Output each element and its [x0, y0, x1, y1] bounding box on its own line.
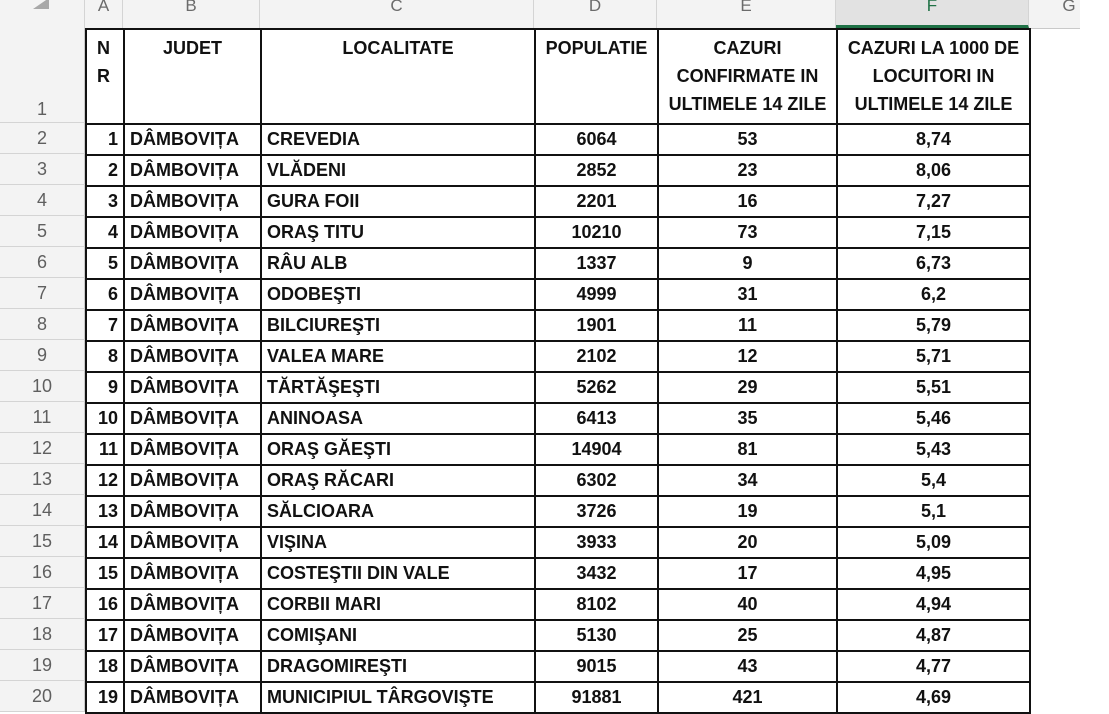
cell-rata[interactable]: 7,27 — [837, 186, 1030, 217]
table-row — [86, 310, 1030, 341]
table-row — [86, 155, 1030, 186]
cell-judet[interactable]: DÂMBOVIȚA — [124, 558, 261, 589]
column-header-g[interactable]: G — [1062, 0, 1076, 15]
table-row — [86, 403, 1030, 434]
cell-populatie[interactable]: 3432 — [535, 558, 658, 589]
row-header[interactable]: 4 — [0, 185, 85, 216]
column-header-d[interactable]: D — [534, 0, 657, 28]
cell-rata[interactable]: 5,09 — [837, 527, 1030, 558]
cell-rata[interactable]: 4,77 — [837, 651, 1030, 682]
row-header[interactable]: 7 — [0, 278, 85, 309]
select-all-triangle-icon — [33, 0, 49, 9]
cell-cazuri[interactable]: 9 — [658, 248, 837, 279]
cell-rata[interactable]: 7,15 — [837, 217, 1030, 248]
table-row — [86, 558, 1030, 589]
header-cazuri[interactable]: CAZURI CONFIRMATE IN ULTIMELE 14 ZILE — [658, 29, 837, 124]
cell-nr[interactable]: 15 — [86, 558, 124, 589]
row-header[interactable]: 1 — [0, 28, 85, 123]
cell-judet[interactable]: DÂMBOVIȚA — [124, 465, 261, 496]
cell-populatie[interactable]: 2201 — [535, 186, 658, 217]
column-header-a[interactable]: A — [85, 0, 123, 28]
row-header[interactable]: 11 — [0, 402, 85, 433]
cell-localitate[interactable]: GURA FOII — [261, 186, 535, 217]
cell-populatie[interactable]: 6064 — [535, 124, 658, 155]
cell-cazuri[interactable]: 25 — [658, 620, 837, 651]
table-row — [86, 496, 1030, 527]
cell-localitate[interactable]: VIŞINA — [261, 527, 535, 558]
cell-rata[interactable]: 6,2 — [837, 279, 1030, 310]
column-header-c[interactable]: C — [260, 0, 534, 28]
cell-nr[interactable]: 18 — [86, 651, 124, 682]
cell-cazuri[interactable]: 12 — [658, 341, 837, 372]
row-header[interactable]: 14 — [0, 495, 85, 526]
cell-judet[interactable]: DÂMBOVIȚA — [124, 434, 261, 465]
cell-nr[interactable]: 11 — [86, 434, 124, 465]
table-header-row — [86, 29, 1030, 124]
cell-rata[interactable]: 5,43 — [837, 434, 1030, 465]
cell-populatie[interactable]: 3933 — [535, 527, 658, 558]
cell-rata[interactable]: 5,4 — [837, 465, 1030, 496]
table-row — [86, 279, 1030, 310]
cell-judet[interactable]: DÂMBOVIȚA — [124, 248, 261, 279]
cell-nr[interactable]: 10 — [86, 403, 124, 434]
cell-nr[interactable]: 4 — [86, 217, 124, 248]
cell-localitate[interactable]: VALEA MARE — [261, 341, 535, 372]
table-row — [86, 589, 1030, 620]
header-rata[interactable]: CAZURI LA 1000 DE LOCUITORI IN ULTIMELE 14 ZILE — [837, 29, 1030, 124]
row-header[interactable]: 2 — [0, 123, 85, 154]
cell-judet[interactable]: DÂMBOVIȚA — [124, 279, 261, 310]
cell-cazuri[interactable]: 20 — [658, 527, 837, 558]
cell-rata[interactable]: 8,06 — [837, 155, 1030, 186]
cell-cazuri[interactable]: 40 — [658, 589, 837, 620]
cell-nr[interactable]: 12 — [86, 465, 124, 496]
cell-localitate[interactable]: ODOBEŞTI — [261, 279, 535, 310]
table-row — [86, 124, 1030, 155]
cell-cazuri[interactable]: 11 — [658, 310, 837, 341]
row-header[interactable]: 16 — [0, 557, 85, 588]
table-row — [86, 341, 1030, 372]
cell-localitate[interactable]: ANINOASA — [261, 403, 535, 434]
cell-nr[interactable]: 16 — [86, 589, 124, 620]
row-header[interactable]: 9 — [0, 340, 85, 371]
cell-rata[interactable]: 6,73 — [837, 248, 1030, 279]
cell-nr[interactable]: 5 — [86, 248, 124, 279]
table-row — [86, 682, 1030, 713]
cell-cazuri[interactable]: 73 — [658, 217, 837, 248]
cell-cazuri[interactable]: 35 — [658, 403, 837, 434]
cell-populatie[interactable]: 2102 — [535, 341, 658, 372]
row-header[interactable]: 8 — [0, 309, 85, 340]
cell-rata[interactable]: 8,74 — [837, 124, 1030, 155]
cell-nr[interactable]: 3 — [86, 186, 124, 217]
cell-rata[interactable]: 4,94 — [837, 589, 1030, 620]
cell-populatie[interactable]: 2852 — [535, 155, 658, 186]
column-header-b[interactable]: B — [123, 0, 260, 28]
row-header[interactable]: 17 — [0, 588, 85, 619]
cell-populatie[interactable]: 91881 — [535, 682, 658, 713]
cell-judet[interactable]: DÂMBOVIȚA — [124, 310, 261, 341]
cell-cazuri[interactable]: 23 — [658, 155, 837, 186]
cell-nr[interactable]: 6 — [86, 279, 124, 310]
cell-nr[interactable]: 14 — [86, 527, 124, 558]
header-localitate[interactable]: LOCALITATE — [261, 29, 535, 124]
cell-judet[interactable]: DÂMBOVIȚA — [124, 124, 261, 155]
cell-localitate[interactable]: VLĂDENI — [261, 155, 535, 186]
row-header[interactable]: 13 — [0, 464, 85, 495]
cell-rata[interactable]: 4,69 — [837, 682, 1030, 713]
row-header[interactable]: 3 — [0, 154, 85, 185]
cell-nr[interactable]: 1 — [86, 124, 124, 155]
row-header[interactable]: 12 — [0, 433, 85, 464]
cell-cazuri[interactable]: 421 — [658, 682, 837, 713]
cell-judet[interactable]: DÂMBOVIȚA — [124, 341, 261, 372]
cell-rata[interactable]: 5,51 — [837, 372, 1030, 403]
cell-localitate[interactable]: SĂLCIOARA — [261, 496, 535, 527]
cell-nr[interactable]: 19 — [86, 682, 124, 713]
cell-populatie[interactable]: 10210 — [535, 217, 658, 248]
cell-populatie[interactable]: 6302 — [535, 465, 658, 496]
row-header[interactable]: 10 — [0, 371, 85, 402]
table-row — [86, 651, 1030, 682]
row-header[interactable]: 20 — [0, 681, 85, 712]
cell-localitate[interactable]: RÂU ALB — [261, 248, 535, 279]
table-row — [86, 434, 1030, 465]
cell-localitate[interactable]: CREVEDIA — [261, 124, 535, 155]
cell-cazuri[interactable]: 81 — [658, 434, 837, 465]
cell-populatie[interactable]: 5130 — [535, 620, 658, 651]
cell-nr[interactable]: 8 — [86, 341, 124, 372]
cell-populatie[interactable]: 6413 — [535, 403, 658, 434]
cell-localitate[interactable]: MUNICIPIUL TÂRGOVIŞTE — [261, 682, 535, 713]
cell-localitate[interactable]: BILCIUREŞTI — [261, 310, 535, 341]
column-header-e[interactable]: E — [657, 0, 836, 28]
cell-rata[interactable]: 5,46 — [837, 403, 1030, 434]
row-header[interactable]: 6 — [0, 247, 85, 278]
cell-localitate[interactable]: TĂRTĂŞEŞTI — [261, 372, 535, 403]
cell-localitate[interactable]: CORBII MARI — [261, 589, 535, 620]
cell-judet[interactable]: DÂMBOVIȚA — [124, 589, 261, 620]
cell-cazuri[interactable]: 19 — [658, 496, 837, 527]
cell-rata[interactable]: 5,79 — [837, 310, 1030, 341]
cell-populatie[interactable]: 5262 — [535, 372, 658, 403]
table-row — [86, 372, 1030, 403]
cell-cazuri[interactable]: 17 — [658, 558, 837, 589]
table-row — [86, 465, 1030, 496]
table-row — [86, 217, 1030, 248]
cell-cazuri[interactable]: 29 — [658, 372, 837, 403]
cell-judet[interactable]: DÂMBOVIȚA — [124, 651, 261, 682]
cell-cazuri[interactable]: 53 — [658, 124, 837, 155]
cell-localitate[interactable]: ORAŞ TITU — [261, 217, 535, 248]
header-judet[interactable]: JUDET — [124, 29, 261, 124]
cell-judet[interactable]: DÂMBOVIȚA — [124, 496, 261, 527]
table-row — [86, 186, 1030, 217]
cell-rata[interactable]: 4,95 — [837, 558, 1030, 589]
table-row — [86, 248, 1030, 279]
cell-populatie[interactable]: 1901 — [535, 310, 658, 341]
cell-nr[interactable]: 7 — [86, 310, 124, 341]
cell-rata[interactable]: 5,1 — [837, 496, 1030, 527]
column-header-f[interactable]: F — [836, 0, 1029, 28]
cell-populatie[interactable]: 14904 — [535, 434, 658, 465]
row-header[interactable]: 15 — [0, 526, 85, 557]
cell-rata[interactable]: 4,87 — [837, 620, 1030, 651]
row-header[interactable]: 18 — [0, 619, 85, 650]
cell-localitate[interactable]: ORAŞ GĂEŞTI — [261, 434, 535, 465]
select-all-corner[interactable] — [0, 0, 85, 28]
cell-nr[interactable]: 17 — [86, 620, 124, 651]
header-populatie[interactable]: POPULATIE — [535, 29, 658, 124]
cell-rata[interactable]: 5,71 — [837, 341, 1030, 372]
cell-nr[interactable]: 9 — [86, 372, 124, 403]
table-row — [86, 620, 1030, 651]
row-header[interactable]: 5 — [0, 216, 85, 247]
cell-nr[interactable]: 2 — [86, 155, 124, 186]
cell-populatie[interactable]: 1337 — [535, 248, 658, 279]
cell-localitate[interactable]: ORAŞ RĂCARI — [261, 465, 535, 496]
cell-judet[interactable]: DÂMBOVIȚA — [124, 186, 261, 217]
cell-populatie[interactable]: 8102 — [535, 589, 658, 620]
cell-judet[interactable]: DÂMBOVIȚA — [124, 217, 261, 248]
cell-cazuri[interactable]: 31 — [658, 279, 837, 310]
table-row — [86, 527, 1030, 558]
cell-cazuri[interactable]: 34 — [658, 465, 837, 496]
cell-judet[interactable]: DÂMBOVIȚA — [124, 620, 261, 651]
cell-populatie[interactable]: 3726 — [535, 496, 658, 527]
cell-populatie[interactable]: 9015 — [535, 651, 658, 682]
cell-judet[interactable]: DÂMBOVIȚA — [124, 372, 261, 403]
data-table — [85, 28, 1031, 714]
cell-judet[interactable]: DÂMBOVIȚA — [124, 155, 261, 186]
cell-localitate[interactable]: COMIŞANI — [261, 620, 535, 651]
cell-cazuri[interactable]: 16 — [658, 186, 837, 217]
cell-populatie[interactable]: 4999 — [535, 279, 658, 310]
cell-localitate[interactable]: DRAGOMIREŞTI — [261, 651, 535, 682]
cell-judet[interactable]: DÂMBOVIȚA — [124, 682, 261, 713]
row-header[interactable]: 19 — [0, 650, 85, 681]
cell-localitate[interactable]: COSTEŞTII DIN VALE — [261, 558, 535, 589]
cell-judet[interactable]: DÂMBOVIȚA — [124, 527, 261, 558]
cell-nr[interactable]: 13 — [86, 496, 124, 527]
cell-judet[interactable]: DÂMBOVIȚA — [124, 403, 261, 434]
cell-cazuri[interactable]: 43 — [658, 651, 837, 682]
header-nr[interactable]: N R — [86, 29, 124, 124]
